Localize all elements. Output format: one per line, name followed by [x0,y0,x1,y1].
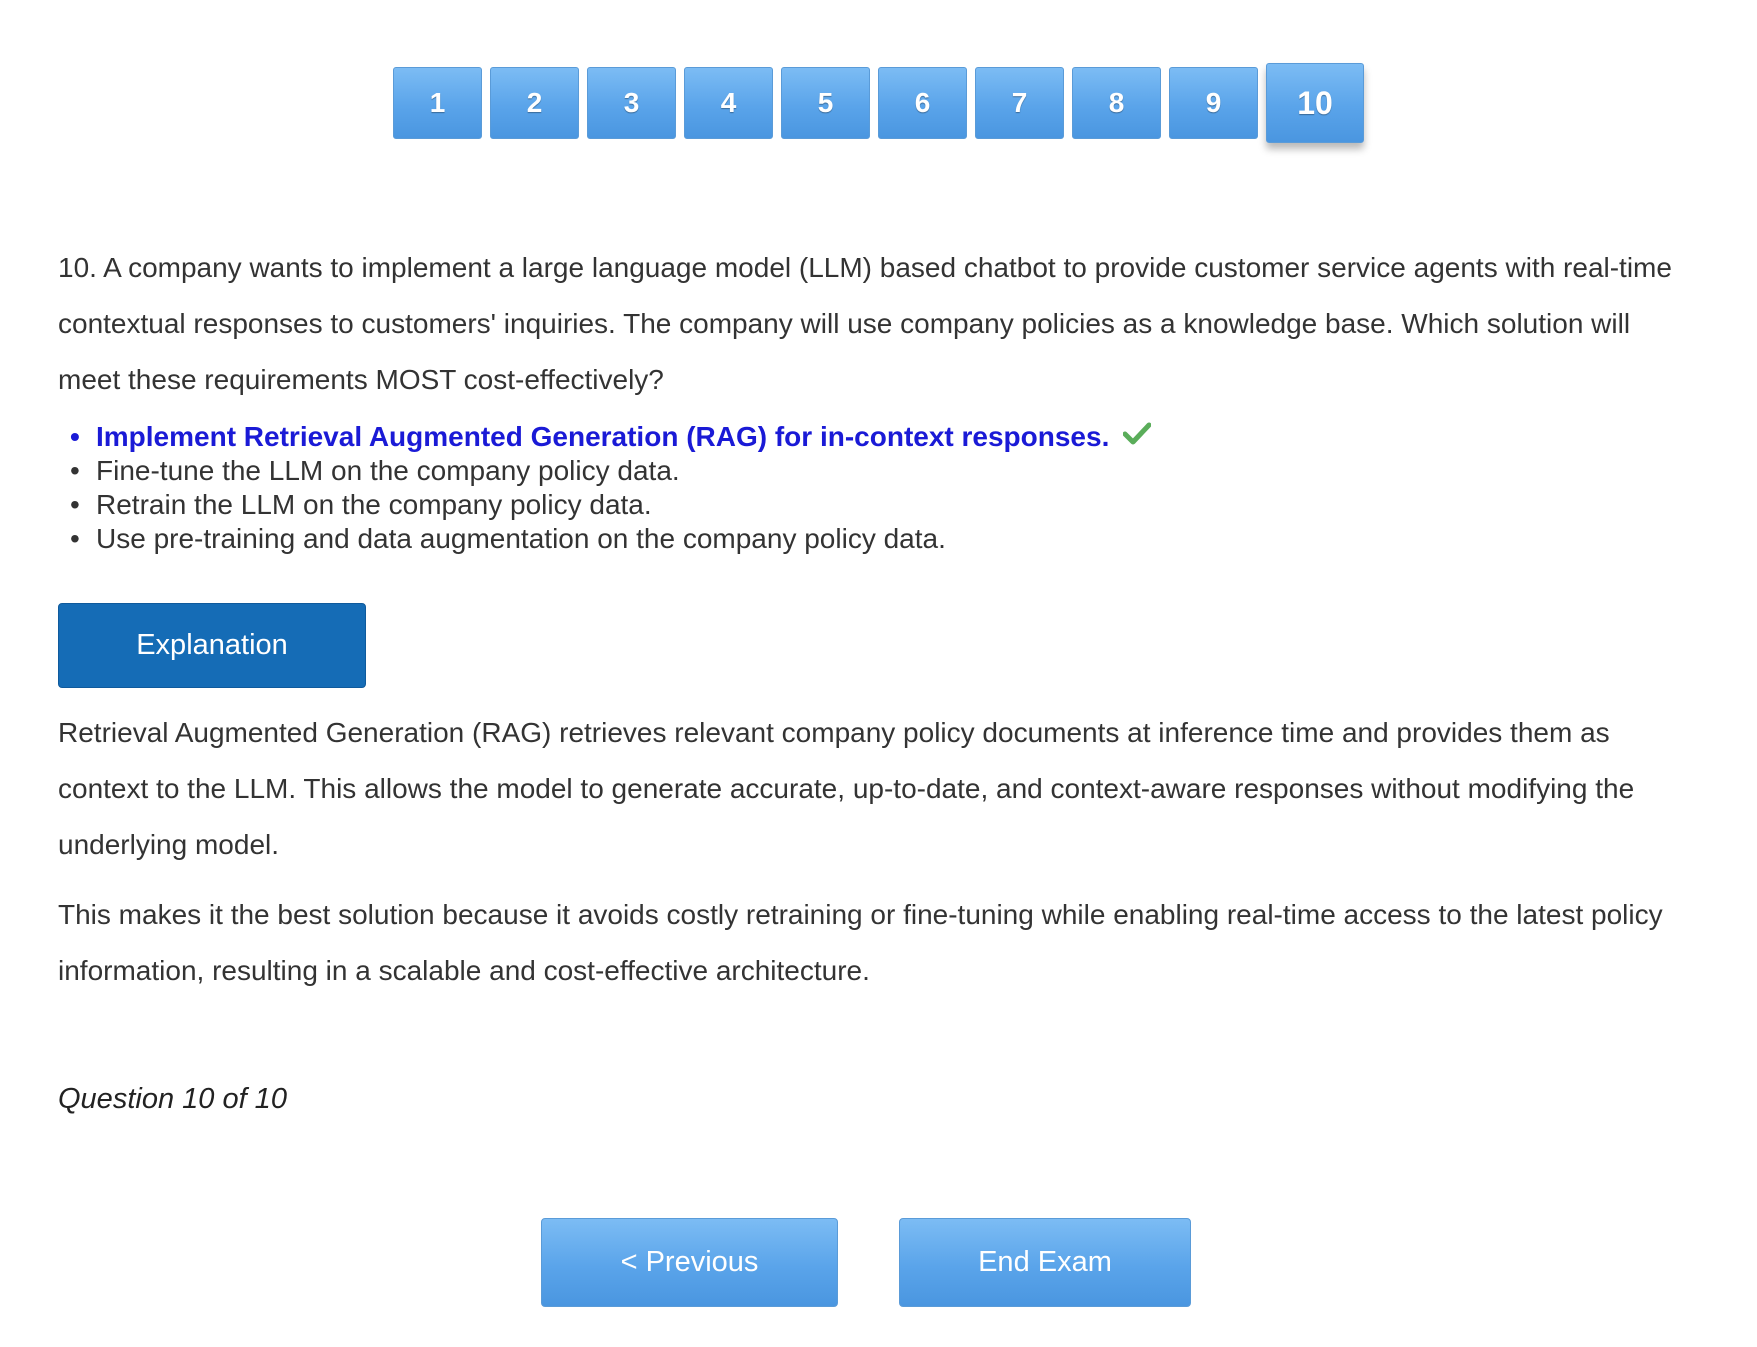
bullet: • [70,455,80,486]
choice [68,454,1151,488]
bullet: • [70,523,80,554]
check-icon [1123,419,1151,453]
question-button-5[interactable]: 5 [781,67,870,139]
question-button-1[interactable]: 1 [393,67,482,139]
choice-correct [68,420,1151,454]
question-text: 10. A company wants to implement a large language model (LLM) based chatbot to provide customer service agents with real-time contextual responses to customers' inquiries. The company will use company policies as a knowledge base. Which solution will meet these requirements MOST cost-effectively? [58,252,1672,395]
choice-label: Retrain the LLM on the company policy data. [96,489,652,520]
answer-choices [68,420,1151,556]
explanation-button[interactable]: Explanation [58,603,366,688]
question-button-9[interactable]: 9 [1169,67,1258,139]
choice-label: Use pre-training and data augmentation on the company policy data. [96,523,946,554]
end-exam-button[interactable]: End Exam [899,1218,1191,1307]
question-button-10[interactable]: 10 [1266,63,1364,143]
explanation-paragraph: Retrieval Augmented Generation (RAG) retrieves relevant company policy documents at inference time and provides them as context to the LLM. This allows the model to generate accurate, up-to-date, and context-aware responses without modifying the underlying model. [58,717,1635,860]
explanation-text [58,705,1698,1013]
question-counter: Question 10 of 10 [58,1083,287,1115]
question-button-7[interactable]: 7 [975,67,1064,139]
question-button-3[interactable]: 3 [587,67,676,139]
choice-label: Implement Retrieval Augmented Generation (RAG) for in-context responses. [96,421,1110,452]
bullet: • [70,421,80,452]
bullet: • [70,489,80,520]
question-button-8[interactable]: 8 [1072,67,1161,139]
question-button-6[interactable]: 6 [878,67,967,139]
previous-button[interactable]: < Previous [541,1218,838,1307]
choice [68,488,1151,522]
explanation-paragraph: This makes it the best solution because it avoids costly retraining or fine-tuning while enabling real-time access to the latest policy information, resulting in a scalable and cost-effective architecture. [58,899,1663,986]
question-navigator [0,67,1757,143]
choice-label: Fine-tune the LLM on the company policy data. [96,455,680,486]
question-button-2[interactable]: 2 [490,67,579,139]
choice [68,522,1151,556]
question-button-4[interactable]: 4 [684,67,773,139]
